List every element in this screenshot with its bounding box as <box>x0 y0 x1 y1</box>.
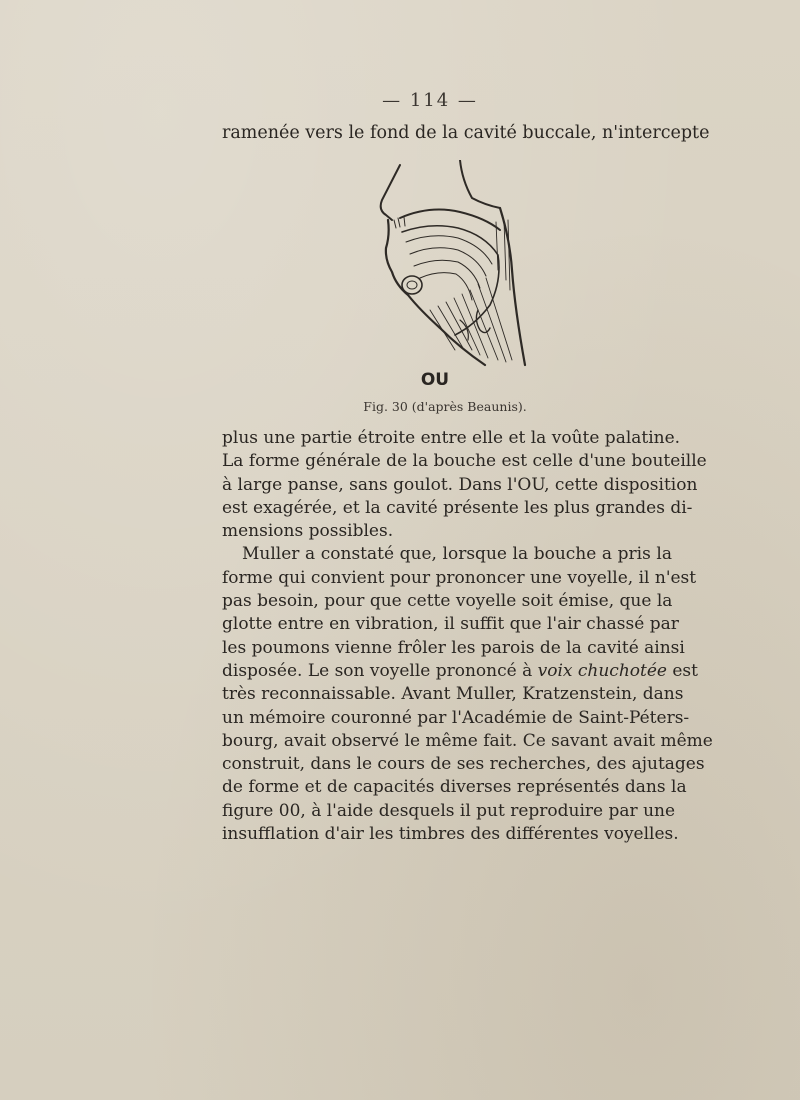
text-line: pas besoin, pour que cette voyelle soit émise, que la <box>222 591 673 612</box>
text-line: bourg, avait observé le même fait. Ce savant avait même <box>222 730 713 751</box>
italic-phrase: voix chuchotée <box>537 660 667 681</box>
figure-caption: Fig. 30 (d'après Beaunis). <box>363 399 527 414</box>
text-line: un mémoire couronné par l'Académie de Saint-Péters- <box>222 707 690 728</box>
text-line: de forme et de capacités diverses représentés dans la <box>222 777 687 798</box>
figure-label: OU <box>420 370 450 390</box>
text-line: les poumons vienne frôler les parois de la cavité ainsi <box>222 637 685 658</box>
text-line: La forme générale de la bouche est celle d'une bouteille <box>222 451 707 472</box>
text-line: est exagérée, et la cavité présente les plus grandes di- <box>222 497 693 518</box>
text-line: Muller a constaté que, lorsque la bouche a pris la <box>242 544 672 565</box>
text-fragment: est <box>666 660 698 681</box>
text-line: ramenée vers le fond de la cavité buccale, n'intercepte <box>222 123 710 143</box>
text-line: insufflation d'air les timbres des différentes voyelles. <box>222 824 679 845</box>
text-line-mixed <box>222 660 698 683</box>
text-line: construit, dans le cours de ses recherches, des ajutages <box>222 754 705 775</box>
page-number: — 114 — <box>382 90 478 111</box>
top-text-line <box>222 122 710 146</box>
text-line: plus une partie étroite entre elle et la voûte palatine. <box>222 428 681 448</box>
text-line: forme qui convient pour prononcer une voyelle, il n'est <box>222 567 697 588</box>
text-line: très reconnaissable. Avant Muller, Kratzenstein, dans <box>222 684 684 705</box>
text-fragment: disposée. Le son voyelle prononcé à <box>222 660 538 681</box>
body-paragraphs <box>222 427 713 846</box>
text-line: glotte entre en vibration, il suffit que l'air chassé par <box>222 614 679 635</box>
text-line: à large panse, sans goulot. Dans l'OU, cette disposition <box>222 474 698 495</box>
mouth-section-illustration <box>360 160 535 370</box>
text-line: figure 00, à l'aide desquels il put reproduire par une <box>222 800 676 821</box>
text-line: mensions possibles. <box>222 521 394 542</box>
